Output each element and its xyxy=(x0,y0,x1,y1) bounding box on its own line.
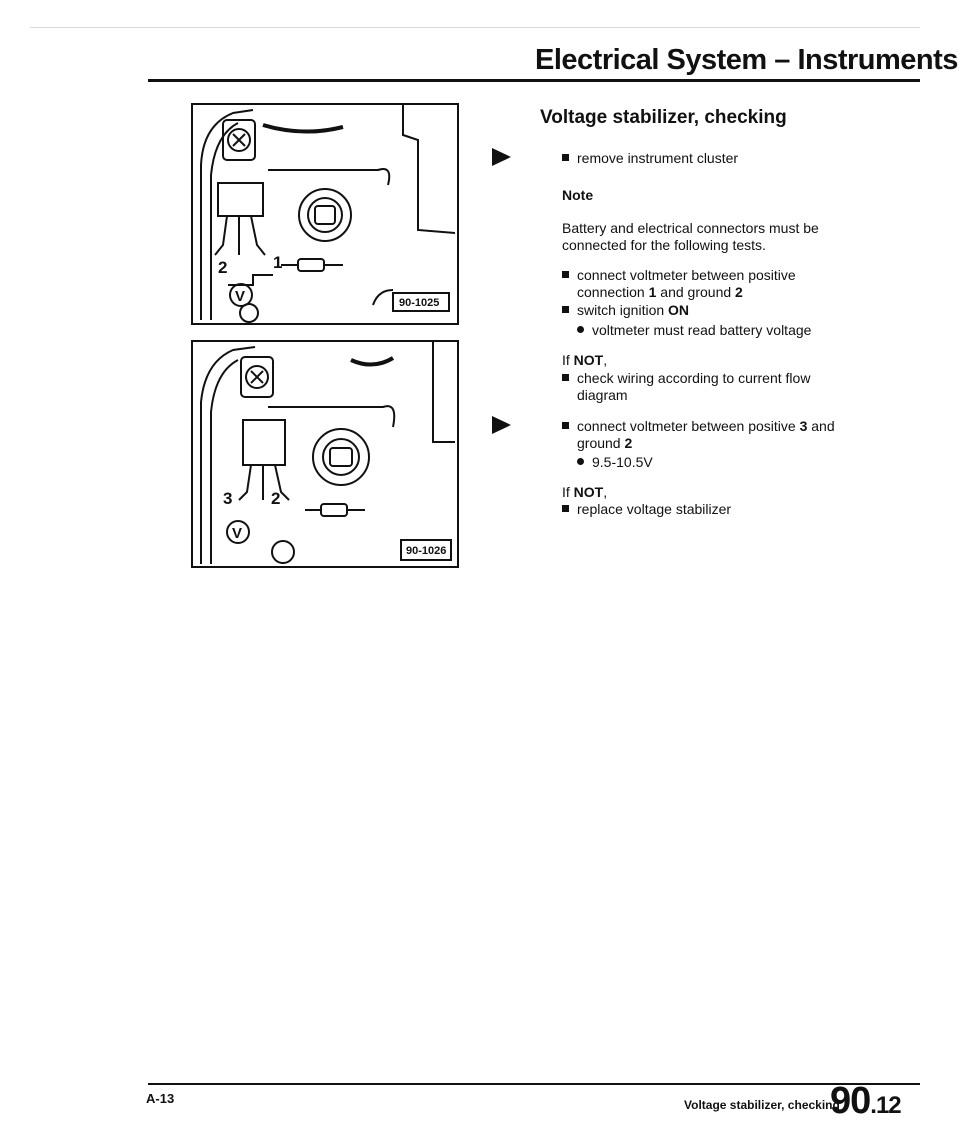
figure-2-pointer-icon xyxy=(492,416,511,434)
result-battery-voltage: voltmeter must read battery voltage xyxy=(577,322,811,339)
figure-2-label-3: 3 xyxy=(223,489,233,508)
page-number xyxy=(830,1080,901,1123)
step-check-wiring-line-2: diagram xyxy=(577,387,628,403)
figure-2-code: 90-1026 xyxy=(406,545,447,557)
page-number-sub: .12 xyxy=(870,1092,901,1119)
step-connect-voltmeter-3-line-2: ground 2 xyxy=(577,435,633,451)
step-connect-voltmeter-3-line-1: connect voltmeter between positive 3 and xyxy=(562,418,835,435)
top-divider xyxy=(30,27,920,28)
note-text-line-2: connected for the following tests. xyxy=(562,237,766,253)
figure-2-label-2: 2 xyxy=(271,489,281,508)
figure-voltage-check-2 xyxy=(191,340,459,568)
figure-1-label-2: 2 xyxy=(218,258,228,277)
step-remove-cluster: remove instrument cluster xyxy=(562,150,738,167)
result-voltage-range: 9.5-10.5V xyxy=(577,454,653,471)
page-number-main: 90 xyxy=(830,1080,871,1122)
step-replace-stabilizer: replace voltage stabilizer xyxy=(562,501,731,518)
figure-1-diagram xyxy=(193,105,457,323)
figure-1-label-1: 1 xyxy=(273,253,283,272)
page-reference-left: A-13 xyxy=(146,1091,175,1106)
step-switch-ignition: switch ignition ON xyxy=(562,302,689,319)
figure-1-code: 90-1025 xyxy=(399,297,440,309)
header-rule xyxy=(148,79,920,82)
figure-voltage-check-1 xyxy=(191,103,459,325)
figure-2-diagram xyxy=(193,342,457,566)
step-connect-voltmeter-line-2: connection 1 and ground 2 xyxy=(577,284,743,300)
figure-2-label-v: V xyxy=(232,525,243,542)
section-title: Voltage stabilizer, checking xyxy=(540,107,787,128)
figure-1-label-v: V xyxy=(235,288,246,305)
footer-rule xyxy=(148,1083,920,1085)
note-label: Note xyxy=(562,187,594,203)
page-header-title: Electrical System – Instruments xyxy=(535,44,958,76)
figure-1-pointer-icon xyxy=(492,148,511,166)
if-not-2: If NOT, xyxy=(562,484,608,500)
step-connect-voltmeter-line-1: connect voltmeter between positive xyxy=(562,267,796,284)
if-not-1: If NOT, xyxy=(562,352,608,368)
note-text-line-1: Battery and electrical connectors must be xyxy=(562,220,819,236)
footer-caption: Voltage stabilizer, checking xyxy=(684,1098,840,1112)
step-check-wiring-line-1: check wiring according to current flow xyxy=(562,370,810,387)
